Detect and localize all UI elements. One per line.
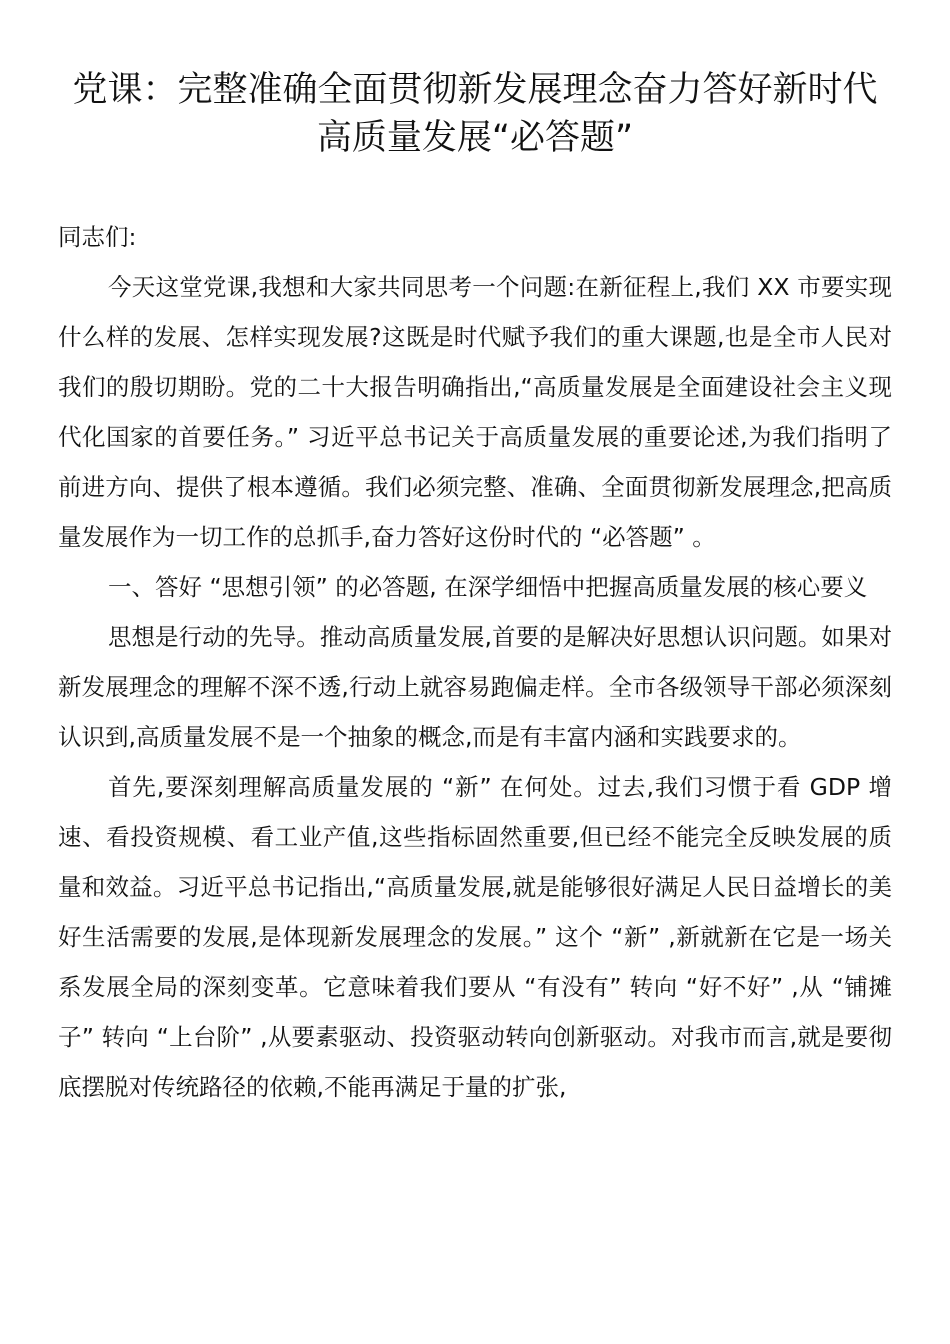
salutation: 同志们: — [58, 223, 137, 251]
document-title-line-2: 高质量发展“必答题” — [316, 118, 634, 158]
paragraph-first: 首先,要深刻理解高质量发展的 “新” 在何处。过去,我们习惯于看 GDP 增速、看投资规模、看工业产值,这些指标固然重要,但已经不能完全反映发展的质量和效益。习近平总书记指出,“高质量发展,就是能够很好满足人民日益增长的美好生活需要的发展,是体现新发展理念的发展。” 这个 “新” ,新就新在它是一场关系发展全局的深刻变革。它意味着我们要从 “有没有” 转向 “好不好” ,从 “铺摊子” 转向 “上台阶” ,从要素驱动、投资驱动转向创新驱动。对我市而言,就是要彻底摆脱对传统路径的依赖,不能再满足于量的扩张, — [58, 773, 892, 1101]
paragraph-intro: 今天这堂党课,我想和大家共同思考一个问题:在新征程上,我们 XX 市要实现什么样的发展、怎样实现发展?这既是时代赋予我们的重大课题,也是全市人民对我们的殷切期盼。党的二十大报告明确指出,“高质量发展是全面建设社会主义现代化国家的首要任务。” 习近平总书记关于高质量发展的重要论述,为我们指明了前进方向、提供了根本遵循。我们必须完整、准确、全面贯彻新发展理念,把高质量发展作为一切工作的总抓手,奋力答好这份时代的 “必答题” 。 — [58, 273, 892, 551]
document-body — [58, 212, 892, 1112]
section-heading-1: 一、答好 “思想引领” 的必答题, 在深学细悟中把握高质量发展的核心要义 — [108, 573, 868, 601]
paragraph-thought: 思想是行动的先导。推动高质量发展,首要的是解决好思想认识问题。如果对新发展理念的理解不深不透,行动上就容易跑偏走样。全市各级领导干部必须深刻认识到,高质量发展不是一个抽象的概念,而是有丰富内涵和实践要求的。 — [58, 623, 892, 751]
document-title-line-1: 党课：完整准确全面贯彻新发展理念奋力答好新时代 — [72, 70, 878, 110]
